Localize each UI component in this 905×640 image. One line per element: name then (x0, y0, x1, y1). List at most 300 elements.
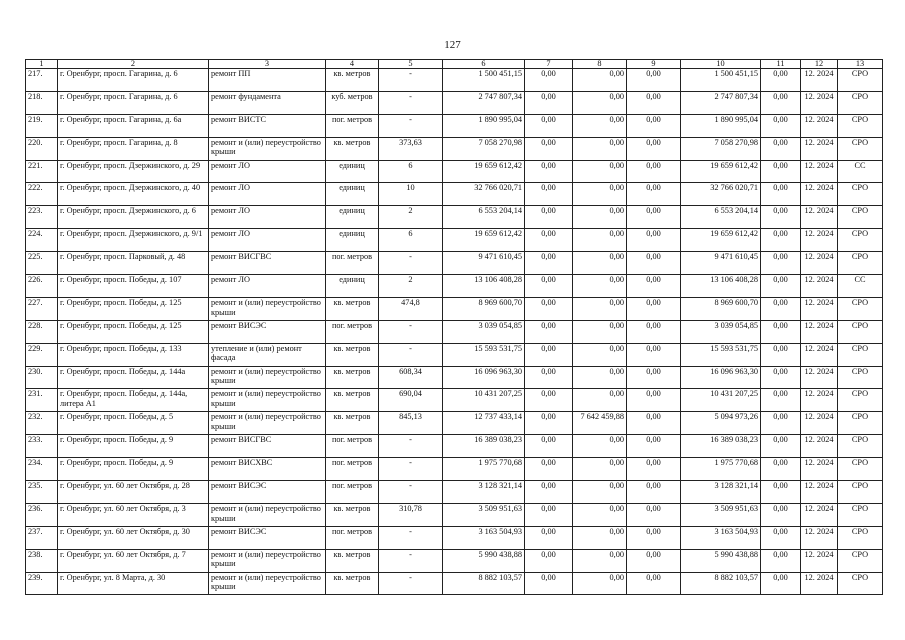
column-header-8: 8 (573, 60, 627, 69)
other-funds-cell: 0,00 (761, 297, 801, 320)
work-type-cell: ремонт и (или) переустройство крыши (209, 572, 326, 595)
total-cost-cell: 1 975 770,68 (443, 458, 525, 481)
table-row (26, 366, 883, 389)
table-row (26, 160, 883, 183)
unit-cell: кв. метров (326, 137, 379, 160)
fund-cell: 0,00 (525, 160, 573, 183)
local-budget-cell: 0,00 (627, 412, 681, 435)
work-type-cell: ремонт ЛО (209, 229, 326, 252)
quantity-cell: - (379, 458, 443, 481)
address-cell: г. Оренбург, просп. Гагарина, д. 6а (58, 114, 209, 137)
other-funds-cell: 0,00 (761, 275, 801, 298)
fund-cell: 0,00 (525, 229, 573, 252)
column-header-5: 5 (379, 60, 443, 69)
fund-type-cell: СРО (838, 114, 883, 137)
local-budget-cell: 0,00 (627, 183, 681, 206)
row-number: 225. (26, 252, 58, 275)
period-cell: 12. 2024 (801, 229, 838, 252)
unit-cell: куб. метров (326, 91, 379, 114)
unit-cell: пог. метров (326, 526, 379, 549)
budget-cell: 0,00 (573, 297, 627, 320)
period-cell: 12. 2024 (801, 458, 838, 481)
total-cost-cell: 15 593 531,75 (443, 343, 525, 366)
row-number: 228. (26, 320, 58, 343)
other-funds-cell: 0,00 (761, 366, 801, 389)
local-budget-cell: 0,00 (627, 114, 681, 137)
fund-type-cell: СРО (838, 389, 883, 412)
unit-cell: кв. метров (326, 549, 379, 572)
total-cost-cell: 3 163 504,93 (443, 526, 525, 549)
table-row (26, 252, 883, 275)
fund-cell: 0,00 (525, 275, 573, 298)
fund-type-cell: СРО (838, 343, 883, 366)
owner-funds-cell: 3 163 504,93 (681, 526, 761, 549)
column-header-1: 1 (26, 60, 58, 69)
local-budget-cell: 0,00 (627, 320, 681, 343)
row-number: 233. (26, 435, 58, 458)
table-row (26, 412, 883, 435)
quantity-cell: - (379, 481, 443, 504)
fund-type-cell: СРО (838, 91, 883, 114)
address-cell: г. Оренбург, просп. Дзержинского, д. 9/1 (58, 229, 209, 252)
unit-cell: пог. метров (326, 252, 379, 275)
local-budget-cell: 0,00 (627, 137, 681, 160)
local-budget-cell: 0,00 (627, 69, 681, 92)
total-cost-cell: 3 128 321,14 (443, 481, 525, 504)
work-type-cell: ремонт и (или) переустройство крыши (209, 366, 326, 389)
other-funds-cell: 0,00 (761, 503, 801, 526)
period-cell: 12. 2024 (801, 572, 838, 595)
local-budget-cell: 0,00 (627, 91, 681, 114)
budget-cell: 0,00 (573, 229, 627, 252)
budget-cell: 0,00 (573, 503, 627, 526)
owner-funds-cell: 3 509 951,63 (681, 503, 761, 526)
column-header-3: 3 (209, 60, 326, 69)
budget-cell: 0,00 (573, 458, 627, 481)
other-funds-cell: 0,00 (761, 69, 801, 92)
quantity-cell: 845,13 (379, 412, 443, 435)
fund-type-cell: СРО (838, 229, 883, 252)
address-cell: г. Оренбург, просп. Победы, д. 5 (58, 412, 209, 435)
other-funds-cell: 0,00 (761, 206, 801, 229)
row-number: 235. (26, 481, 58, 504)
period-cell: 12. 2024 (801, 91, 838, 114)
table-row (26, 481, 883, 504)
period-cell: 12. 2024 (801, 526, 838, 549)
fund-type-cell: СРО (838, 458, 883, 481)
local-budget-cell: 0,00 (627, 297, 681, 320)
owner-funds-cell: 8 882 103,57 (681, 572, 761, 595)
local-budget-cell: 0,00 (627, 229, 681, 252)
work-type-cell: ремонт и (или) переустройство крыши (209, 297, 326, 320)
total-cost-cell: 5 990 438,88 (443, 549, 525, 572)
table-row (26, 91, 883, 114)
period-cell: 12. 2024 (801, 549, 838, 572)
quantity-cell: - (379, 91, 443, 114)
work-type-cell: ремонт ВИСЭС (209, 526, 326, 549)
unit-cell: единиц (326, 275, 379, 298)
table-row (26, 526, 883, 549)
column-header-7: 7 (525, 60, 573, 69)
fund-cell: 0,00 (525, 412, 573, 435)
period-cell: 12. 2024 (801, 137, 838, 160)
column-number-row (26, 60, 883, 69)
unit-cell: кв. метров (326, 389, 379, 412)
fund-cell: 0,00 (525, 183, 573, 206)
row-number: 237. (26, 526, 58, 549)
total-cost-cell: 32 766 020,71 (443, 183, 525, 206)
address-cell: г. Оренбург, просп. Гагарина, д. 6 (58, 91, 209, 114)
period-cell: 12. 2024 (801, 320, 838, 343)
unit-cell: пог. метров (326, 458, 379, 481)
local-budget-cell: 0,00 (627, 206, 681, 229)
other-funds-cell: 0,00 (761, 458, 801, 481)
quantity-cell: 6 (379, 229, 443, 252)
column-header-12: 12 (801, 60, 838, 69)
budget-cell: 0,00 (573, 252, 627, 275)
owner-funds-cell: 1 975 770,68 (681, 458, 761, 481)
other-funds-cell: 0,00 (761, 229, 801, 252)
other-funds-cell: 0,00 (761, 183, 801, 206)
local-budget-cell: 0,00 (627, 275, 681, 298)
owner-funds-cell: 32 766 020,71 (681, 183, 761, 206)
other-funds-cell: 0,00 (761, 435, 801, 458)
fund-type-cell: СРО (838, 183, 883, 206)
other-funds-cell: 0,00 (761, 91, 801, 114)
table-row (26, 458, 883, 481)
address-cell: г. Оренбург, ул. 60 лет Октября, д. 30 (58, 526, 209, 549)
table-row (26, 343, 883, 366)
period-cell: 12. 2024 (801, 366, 838, 389)
total-cost-cell: 10 431 207,25 (443, 389, 525, 412)
budget-cell: 0,00 (573, 275, 627, 298)
quantity-cell: 474,8 (379, 297, 443, 320)
period-cell: 12. 2024 (801, 252, 838, 275)
quantity-cell: 2 (379, 275, 443, 298)
total-cost-cell: 3 039 054,85 (443, 320, 525, 343)
work-type-cell: ремонт ЛО (209, 183, 326, 206)
row-number: 218. (26, 91, 58, 114)
owner-funds-cell: 5 990 438,88 (681, 549, 761, 572)
local-budget-cell: 0,00 (627, 389, 681, 412)
period-cell: 12. 2024 (801, 412, 838, 435)
budget-cell: 0,00 (573, 526, 627, 549)
fund-cell: 0,00 (525, 297, 573, 320)
fund-type-cell: СС (838, 275, 883, 298)
local-budget-cell: 0,00 (627, 160, 681, 183)
quantity-cell: - (379, 549, 443, 572)
other-funds-cell: 0,00 (761, 252, 801, 275)
period-cell: 12. 2024 (801, 503, 838, 526)
other-funds-cell: 0,00 (761, 481, 801, 504)
table-row (26, 297, 883, 320)
address-cell: г. Оренбург, просп. Победы, д. 125 (58, 320, 209, 343)
row-number: 227. (26, 297, 58, 320)
table-row (26, 114, 883, 137)
column-header-13: 13 (838, 60, 883, 69)
total-cost-cell: 7 058 270,98 (443, 137, 525, 160)
row-number: 226. (26, 275, 58, 298)
work-type-cell: ремонт и (или) переустройство крыши (209, 549, 326, 572)
row-number: 239. (26, 572, 58, 595)
period-cell: 12. 2024 (801, 206, 838, 229)
work-type-cell: ремонт и (или) переустройство крыши (209, 503, 326, 526)
table-row (26, 137, 883, 160)
unit-cell: пог. метров (326, 114, 379, 137)
address-cell: г. Оренбург, просп. Гагарина, д. 8 (58, 137, 209, 160)
owner-funds-cell: 2 747 807,34 (681, 91, 761, 114)
address-cell: г. Оренбург, просп. Дзержинского, д. 6 (58, 206, 209, 229)
period-cell: 12. 2024 (801, 183, 838, 206)
address-cell: г. Оренбург, просп. Победы, д. 107 (58, 275, 209, 298)
fund-type-cell: СРО (838, 526, 883, 549)
owner-funds-cell: 7 058 270,98 (681, 137, 761, 160)
work-type-cell: ремонт ЛО (209, 160, 326, 183)
owner-funds-cell: 13 106 408,28 (681, 275, 761, 298)
unit-cell: единиц (326, 183, 379, 206)
row-number: 229. (26, 343, 58, 366)
quantity-cell: 310,78 (379, 503, 443, 526)
budget-cell: 0,00 (573, 183, 627, 206)
page-number: 127 (444, 39, 461, 51)
fund-cell: 0,00 (525, 526, 573, 549)
address-cell: г. Оренбург, ул. 8 Марта, д. 30 (58, 572, 209, 595)
period-cell: 12. 2024 (801, 297, 838, 320)
fund-cell: 0,00 (525, 481, 573, 504)
row-number: 234. (26, 458, 58, 481)
unit-cell: пог. метров (326, 435, 379, 458)
fund-type-cell: СРО (838, 572, 883, 595)
local-budget-cell: 0,00 (627, 252, 681, 275)
quantity-cell: - (379, 435, 443, 458)
owner-funds-cell: 9 471 610,45 (681, 252, 761, 275)
table-row (26, 503, 883, 526)
work-type-cell: ремонт ВИСЭС (209, 320, 326, 343)
unit-cell: кв. метров (326, 366, 379, 389)
budget-cell: 0,00 (573, 160, 627, 183)
table-row (26, 275, 883, 298)
period-cell: 12. 2024 (801, 435, 838, 458)
other-funds-cell: 0,00 (761, 320, 801, 343)
owner-funds-cell: 6 553 204,14 (681, 206, 761, 229)
fund-type-cell: СРО (838, 435, 883, 458)
work-type-cell: ремонт и (или) переустройство крыши (209, 412, 326, 435)
other-funds-cell: 0,00 (761, 526, 801, 549)
row-number: 223. (26, 206, 58, 229)
fund-cell: 0,00 (525, 458, 573, 481)
owner-funds-cell: 3 128 321,14 (681, 481, 761, 504)
fund-type-cell: СС (838, 160, 883, 183)
work-type-cell: ремонт ВИСХВС (209, 458, 326, 481)
budget-cell: 0,00 (573, 206, 627, 229)
unit-cell: пог. метров (326, 481, 379, 504)
fund-cell: 0,00 (525, 389, 573, 412)
budget-cell: 0,00 (573, 549, 627, 572)
total-cost-cell: 13 106 408,28 (443, 275, 525, 298)
fund-type-cell: СРО (838, 137, 883, 160)
address-cell: г. Оренбург, просп. Победы, д. 144а, литера А1 (58, 389, 209, 412)
fund-cell: 0,00 (525, 137, 573, 160)
fund-cell: 0,00 (525, 114, 573, 137)
unit-cell: кв. метров (326, 572, 379, 595)
total-cost-cell: 3 509 951,63 (443, 503, 525, 526)
row-number: 231. (26, 389, 58, 412)
other-funds-cell: 0,00 (761, 114, 801, 137)
row-number: 220. (26, 137, 58, 160)
fund-cell: 0,00 (525, 320, 573, 343)
budget-cell: 7 642 459,88 (573, 412, 627, 435)
budget-cell: 0,00 (573, 137, 627, 160)
budget-cell: 0,00 (573, 320, 627, 343)
unit-cell: кв. метров (326, 412, 379, 435)
row-number: 221. (26, 160, 58, 183)
fund-type-cell: СРО (838, 366, 883, 389)
other-funds-cell: 0,00 (761, 137, 801, 160)
fund-type-cell: СРО (838, 481, 883, 504)
fund-cell: 0,00 (525, 572, 573, 595)
owner-funds-cell: 16 389 038,23 (681, 435, 761, 458)
local-budget-cell: 0,00 (627, 343, 681, 366)
work-type-cell: ремонт ВИСТС (209, 114, 326, 137)
fund-cell: 0,00 (525, 252, 573, 275)
row-number: 236. (26, 503, 58, 526)
work-type-cell: ремонт и (или) переустройство крыши (209, 137, 326, 160)
owner-funds-cell: 5 094 973,26 (681, 412, 761, 435)
table-row (26, 572, 883, 595)
address-cell: г. Оренбург, просп. Победы, д. 133 (58, 343, 209, 366)
table-row (26, 389, 883, 412)
work-type-cell: ремонт ПП (209, 69, 326, 92)
row-number: 219. (26, 114, 58, 137)
quantity-cell: - (379, 320, 443, 343)
work-type-cell: ремонт ЛО (209, 275, 326, 298)
fund-type-cell: СРО (838, 69, 883, 92)
fund-type-cell: СРО (838, 206, 883, 229)
period-cell: 12. 2024 (801, 481, 838, 504)
quantity-cell: 690,04 (379, 389, 443, 412)
local-budget-cell: 0,00 (627, 481, 681, 504)
column-header-4: 4 (326, 60, 379, 69)
fund-cell: 0,00 (525, 435, 573, 458)
fund-cell: 0,00 (525, 91, 573, 114)
row-number: 230. (26, 366, 58, 389)
budget-cell: 0,00 (573, 114, 627, 137)
address-cell: г. Оренбург, просп. Победы, д. 144а (58, 366, 209, 389)
work-type-cell: ремонт фундамента (209, 91, 326, 114)
total-cost-cell: 8 882 103,57 (443, 572, 525, 595)
budget-cell: 0,00 (573, 389, 627, 412)
budget-cell: 0,00 (573, 481, 627, 504)
owner-funds-cell: 3 039 054,85 (681, 320, 761, 343)
fund-type-cell: СРО (838, 297, 883, 320)
work-type-cell: ремонт и (или) переустройство крыши (209, 389, 326, 412)
owner-funds-cell: 15 593 531,75 (681, 343, 761, 366)
fund-cell: 0,00 (525, 549, 573, 572)
work-type-cell: ремонт ВИСЭС (209, 481, 326, 504)
table-row (26, 183, 883, 206)
total-cost-cell: 19 659 612,42 (443, 229, 525, 252)
quantity-cell: 373,63 (379, 137, 443, 160)
local-budget-cell: 0,00 (627, 572, 681, 595)
quantity-cell: - (379, 252, 443, 275)
table-row (26, 435, 883, 458)
column-header-2: 2 (58, 60, 209, 69)
column-header-6: 6 (443, 60, 525, 69)
budget-cell: 0,00 (573, 572, 627, 595)
total-cost-cell: 16 096 963,30 (443, 366, 525, 389)
unit-cell: единиц (326, 206, 379, 229)
total-cost-cell: 6 553 204,14 (443, 206, 525, 229)
quantity-cell: 2 (379, 206, 443, 229)
unit-cell: кв. метров (326, 503, 379, 526)
repair-schedule-table (25, 59, 883, 595)
total-cost-cell: 2 747 807,34 (443, 91, 525, 114)
fund-cell: 0,00 (525, 69, 573, 92)
fund-cell: 0,00 (525, 206, 573, 229)
total-cost-cell: 12 737 433,14 (443, 412, 525, 435)
address-cell: г. Оренбург, просп. Победы, д. 9 (58, 435, 209, 458)
column-header-9: 9 (627, 60, 681, 69)
local-budget-cell: 0,00 (627, 549, 681, 572)
unit-cell: пог. метров (326, 320, 379, 343)
unit-cell: кв. метров (326, 297, 379, 320)
row-number: 238. (26, 549, 58, 572)
owner-funds-cell: 16 096 963,30 (681, 366, 761, 389)
table-row (26, 320, 883, 343)
column-header-11: 11 (761, 60, 801, 69)
budget-cell: 0,00 (573, 343, 627, 366)
quantity-cell: - (379, 69, 443, 92)
other-funds-cell: 0,00 (761, 160, 801, 183)
table-row (26, 69, 883, 92)
column-header-10: 10 (681, 60, 761, 69)
quantity-cell: - (379, 343, 443, 366)
work-type-cell: утепление и (или) ремонт фасада (209, 343, 326, 366)
fund-type-cell: СРО (838, 252, 883, 275)
budget-cell: 0,00 (573, 69, 627, 92)
period-cell: 12. 2024 (801, 69, 838, 92)
owner-funds-cell: 10 431 207,25 (681, 389, 761, 412)
unit-cell: кв. метров (326, 69, 379, 92)
quantity-cell: 608,34 (379, 366, 443, 389)
quantity-cell: - (379, 526, 443, 549)
fund-type-cell: СРО (838, 503, 883, 526)
owner-funds-cell: 1 500 451,15 (681, 69, 761, 92)
other-funds-cell: 0,00 (761, 343, 801, 366)
local-budget-cell: 0,00 (627, 435, 681, 458)
period-cell: 12. 2024 (801, 389, 838, 412)
quantity-cell: - (379, 572, 443, 595)
other-funds-cell: 0,00 (761, 412, 801, 435)
address-cell: г. Оренбург, просп. Дзержинского, д. 29 (58, 160, 209, 183)
quantity-cell: - (379, 114, 443, 137)
fund-cell: 0,00 (525, 503, 573, 526)
period-cell: 12. 2024 (801, 275, 838, 298)
fund-cell: 0,00 (525, 343, 573, 366)
period-cell: 12. 2024 (801, 114, 838, 137)
local-budget-cell: 0,00 (627, 503, 681, 526)
address-cell: г. Оренбург, ул. 60 лет Октября, д. 7 (58, 549, 209, 572)
owner-funds-cell: 8 969 600,70 (681, 297, 761, 320)
address-cell: г. Оренбург, просп. Победы, д. 125 (58, 297, 209, 320)
table-row (26, 206, 883, 229)
total-cost-cell: 9 471 610,45 (443, 252, 525, 275)
work-type-cell: ремонт ВИСГВС (209, 252, 326, 275)
period-cell: 12. 2024 (801, 343, 838, 366)
total-cost-cell: 1 890 995,04 (443, 114, 525, 137)
total-cost-cell: 16 389 038,23 (443, 435, 525, 458)
unit-cell: единиц (326, 229, 379, 252)
